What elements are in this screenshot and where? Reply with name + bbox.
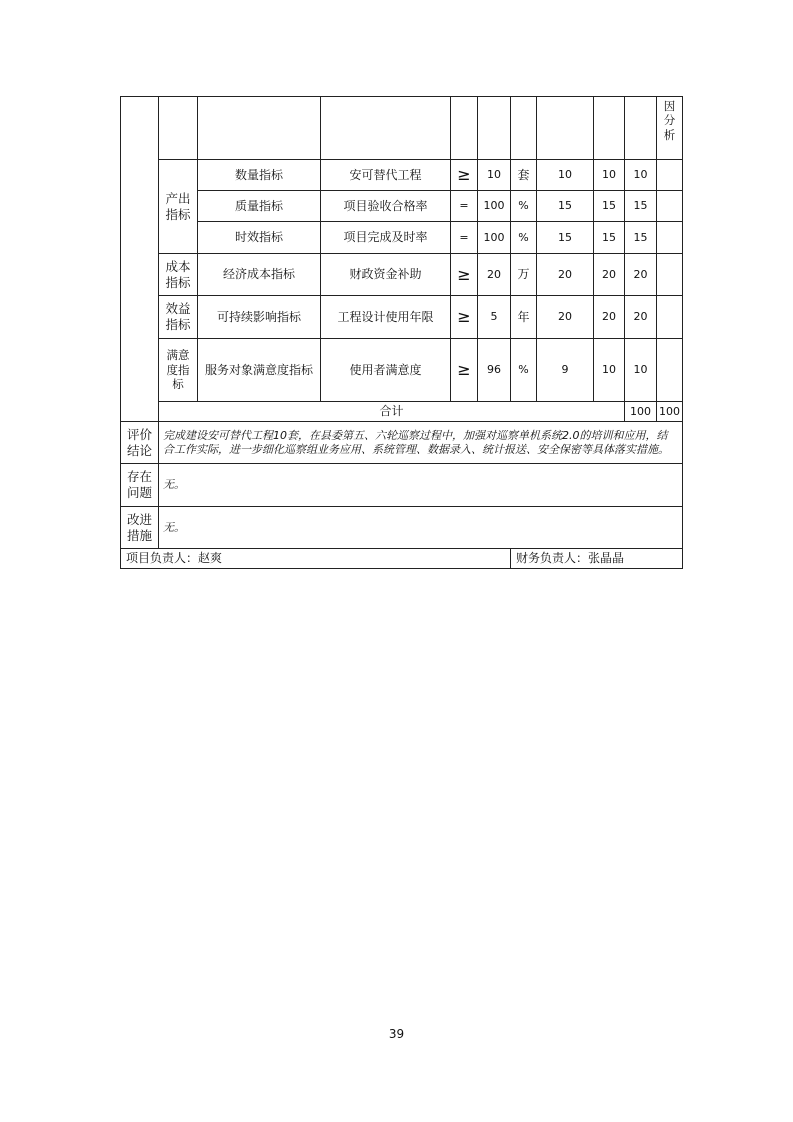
measures-text: 无。	[159, 507, 683, 549]
unit: %	[511, 222, 537, 254]
table-row	[121, 296, 683, 339]
indicator-item: 使用者满意度	[321, 339, 451, 402]
operator: ≥	[451, 254, 478, 296]
indicator-name: 时效指标	[198, 222, 321, 254]
category-output: 产出 指标	[159, 160, 198, 254]
total-weight: 100	[625, 402, 657, 422]
table-row	[121, 222, 683, 254]
issues-row	[121, 464, 683, 507]
actual-value: 15	[537, 222, 594, 254]
actual-value: 9	[537, 339, 594, 402]
actual-value: 10	[537, 160, 594, 191]
measures-row	[121, 507, 683, 549]
signature-row	[121, 549, 683, 569]
score: 15	[625, 191, 657, 222]
issues-label: 存在 问题	[121, 464, 159, 507]
actual-value: 20	[537, 296, 594, 339]
indicator-item: 财政资金补助	[321, 254, 451, 296]
score: 15	[625, 222, 657, 254]
score: 20	[625, 296, 657, 339]
evaluation-label: 评价 结论	[121, 422, 159, 464]
unit: %	[511, 191, 537, 222]
indicator-item: 工程设计使用年限	[321, 296, 451, 339]
operator: ≥	[451, 339, 478, 402]
table-row	[121, 254, 683, 296]
operator: =	[451, 222, 478, 254]
target-value: 20	[478, 254, 511, 296]
unit: %	[511, 339, 537, 402]
unit: 年	[511, 296, 537, 339]
table-row	[121, 191, 683, 222]
actual-value: 15	[537, 191, 594, 222]
evaluation-text: 完成建设安可替代工程10套，在县委第五、六轮巡察过程中，加强对巡察单机系统2.0的培训和应用，结合工作实际，进一步细化巡察组业务应用、系统管理、数据录入、统计报送、安全保密等具体落实措施。	[159, 422, 683, 464]
weight: 10	[594, 160, 625, 191]
score: 10	[625, 339, 657, 402]
reason-note: 因 分 析	[657, 97, 683, 160]
continuation-row	[121, 97, 683, 160]
target-value: 5	[478, 296, 511, 339]
weight: 20	[594, 296, 625, 339]
target-value: 100	[478, 222, 511, 254]
measures-label: 改进 措施	[121, 507, 159, 549]
score: 20	[625, 254, 657, 296]
indicator-name: 可持续影响指标	[198, 296, 321, 339]
indicator-name: 服务对象满意度指标	[198, 339, 321, 402]
total-row	[121, 402, 683, 422]
outer-category-cell	[121, 97, 159, 422]
target-value: 100	[478, 191, 511, 222]
table-row	[121, 160, 683, 191]
indicator-item: 安可替代工程	[321, 160, 451, 191]
evaluation-row	[121, 422, 683, 464]
weight: 15	[594, 191, 625, 222]
indicator-name: 经济成本指标	[198, 254, 321, 296]
indicator-name: 数量指标	[198, 160, 321, 191]
target-value: 96	[478, 339, 511, 402]
weight: 10	[594, 339, 625, 402]
score: 10	[625, 160, 657, 191]
category-benefit: 效益 指标	[159, 296, 198, 339]
weight: 20	[594, 254, 625, 296]
category-cost: 成本 指标	[159, 254, 198, 296]
project-lead: 项目负责人：赵爽	[121, 549, 511, 569]
unit: 套	[511, 160, 537, 191]
actual-value: 20	[537, 254, 594, 296]
issues-text: 无。	[159, 464, 683, 507]
operator: =	[451, 191, 478, 222]
performance-table	[120, 96, 683, 569]
finance-lead: 财务负责人：张晶晶	[511, 549, 683, 569]
indicator-name: 质量指标	[198, 191, 321, 222]
indicator-item: 项目验收合格率	[321, 191, 451, 222]
page-number: 39	[388, 1027, 405, 1041]
target-value: 10	[478, 160, 511, 191]
operator: ≥	[451, 160, 478, 191]
weight: 15	[594, 222, 625, 254]
unit: 万	[511, 254, 537, 296]
table-row	[121, 339, 683, 402]
category-satisfaction: 满意 度指 标	[159, 339, 198, 402]
total-score: 100	[657, 402, 683, 422]
operator: ≥	[451, 296, 478, 339]
total-label: 合计	[159, 402, 625, 422]
indicator-item: 项目完成及时率	[321, 222, 451, 254]
